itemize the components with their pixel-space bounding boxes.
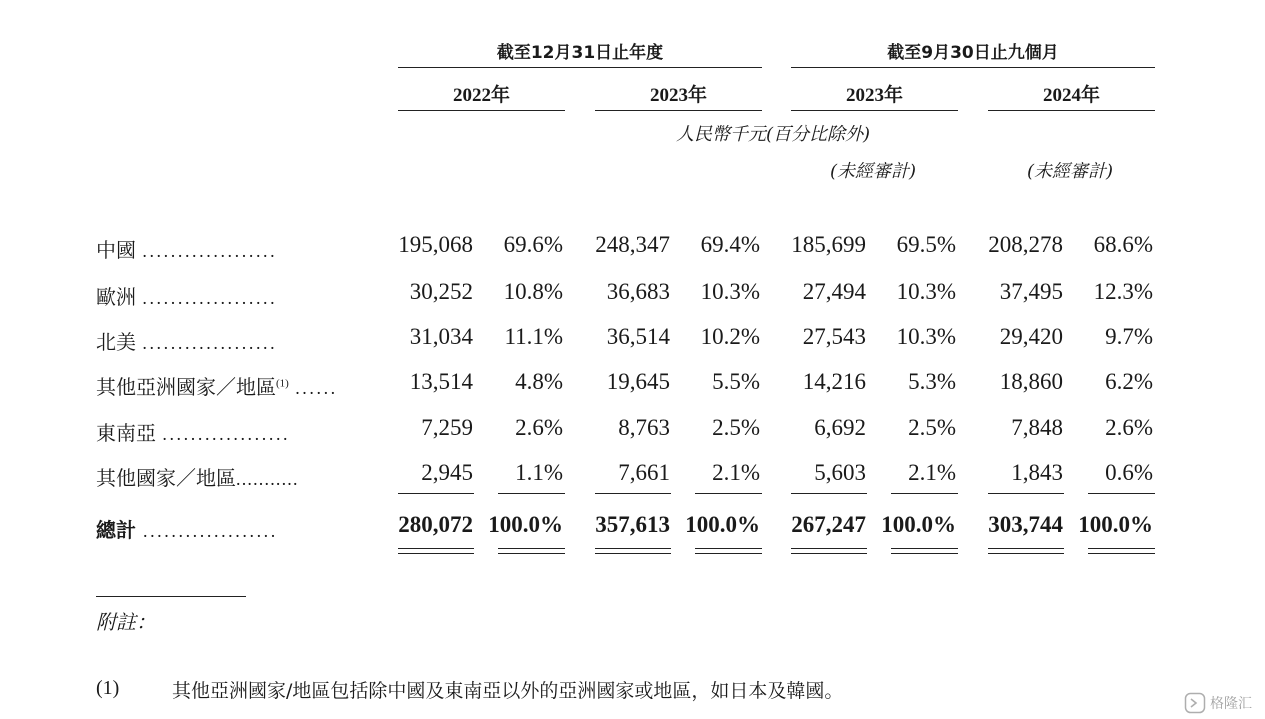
total-percent: 100.0% (488, 512, 563, 537)
cell-percent: 5.5% (712, 369, 760, 394)
cell-percent: 10.8% (503, 279, 563, 304)
cell-amount: 36,683 (606, 279, 670, 304)
leader-dots: ................... (142, 288, 278, 308)
watermark-icon (1184, 692, 1206, 714)
notes-separator (96, 596, 246, 597)
cell-percent: 5.3% (908, 369, 956, 394)
subtotal-rule (1088, 493, 1155, 494)
subtotal-rule (398, 493, 474, 494)
leader-dots: ................... (142, 241, 278, 261)
cell-amount: 31,034 (409, 324, 473, 349)
row-label: 中國 ................... (96, 238, 278, 262)
row-label: 東南亞 .................. (96, 421, 291, 445)
cell-percent: 2.6% (515, 415, 563, 440)
row-label: 其他亞洲國家／地區$^{(1)}$ ...... (96, 375, 338, 399)
total-amount: 267,247 (791, 512, 866, 537)
cell-amount: 208,278 (988, 232, 1063, 257)
cell-percent: 10.2% (700, 324, 760, 349)
cell-percent: 9.7% (1105, 324, 1153, 349)
header-group-rule (791, 67, 1155, 68)
year-header: 2022年 (452, 85, 510, 106)
cell-amount: 27,494 (802, 279, 866, 304)
total-amount: 303,744 (988, 512, 1063, 537)
watermark-text: 格隆汇 (1210, 696, 1252, 712)
cell-amount: 27,543 (802, 324, 866, 349)
cell-amount: 29,420 (999, 324, 1063, 349)
leader-dots: ........... (236, 469, 299, 489)
cell-percent: 10.3% (700, 279, 760, 304)
year-header-rule (595, 110, 762, 111)
cell-percent: 10.3% (896, 279, 956, 304)
cell-amount: 7,848 (1011, 415, 1063, 440)
cell-amount: 14,216 (802, 369, 866, 394)
cell-amount: 6,692 (814, 415, 866, 440)
cell-amount: 5,603 (814, 460, 866, 485)
cell-percent: 68.6% (1093, 232, 1153, 257)
cell-percent: 1.1% (515, 460, 563, 485)
total-percent: 100.0% (881, 512, 956, 537)
unaudited-note: (未經審計) (830, 161, 917, 182)
notes-title: 附註： (96, 610, 156, 634)
cell-amount: 30,252 (409, 279, 473, 304)
cell-percent: 4.8% (515, 369, 563, 394)
cell-amount: 18,860 (999, 369, 1063, 394)
watermark-logo (1184, 690, 1262, 716)
cell-percent: 2.5% (712, 415, 760, 440)
subtotal-rule (695, 493, 762, 494)
subtotal-rule (988, 493, 1064, 494)
cell-percent: 12.3% (1093, 279, 1153, 304)
cell-percent: 6.2% (1105, 369, 1153, 394)
cell-amount: 7,661 (618, 460, 670, 485)
header-group-rule (398, 67, 762, 68)
header-group-year-end: 截至12月31日止年度 (496, 43, 664, 63)
total-amount: 280,072 (398, 512, 473, 537)
year-header: 2023年 (845, 85, 903, 106)
cell-percent: 2.5% (908, 415, 956, 440)
subtotal-rule (498, 493, 565, 494)
subtotal-rule (791, 493, 867, 494)
note-text: 其他亞洲國家/地區包括除中國及東南亞以外的亞洲國家或地區，如日本及韓國。 (172, 680, 844, 702)
total-percent: 100.0% (685, 512, 760, 537)
cell-amount: 19,645 (606, 369, 670, 394)
cell-percent: 2.1% (712, 460, 760, 485)
unaudited-note: (未經審計) (1027, 161, 1114, 182)
leader-dots: .................. (162, 424, 291, 444)
cell-percent: 69.6% (503, 232, 563, 257)
subtotal-rule (595, 493, 671, 494)
cell-percent: 2.6% (1105, 415, 1153, 440)
footnote-marker: (1) (276, 377, 289, 390)
cell-percent: 2.1% (908, 460, 956, 485)
header-group-nine-months: 截至9月30日止九個月 (887, 43, 1059, 63)
note-marker: (1) (96, 677, 120, 699)
cell-amount: 37,495 (999, 279, 1063, 304)
cell-percent: 10.3% (896, 324, 956, 349)
row-label: 其他國家／地區........... (96, 466, 299, 490)
year-header-rule (791, 110, 958, 111)
cell-amount: 2,945 (421, 460, 473, 485)
cell-percent: 11.1% (504, 324, 563, 349)
cell-amount: 248,347 (595, 232, 670, 257)
cell-percent: 0.6% (1105, 460, 1153, 485)
cell-percent: 69.5% (896, 232, 956, 257)
cell-percent: 69.4% (700, 232, 760, 257)
leader-dots: ................... (142, 521, 278, 541)
year-header-rule (398, 110, 565, 111)
year-header: 2024年 (1042, 85, 1100, 106)
total-amount: 357,613 (595, 512, 670, 537)
cell-amount: 8,763 (618, 415, 670, 440)
cell-amount: 36,514 (606, 324, 670, 349)
subtotal-rule (891, 493, 958, 494)
row-label: 歐洲 ................... (96, 285, 278, 309)
cell-amount: 7,259 (421, 415, 473, 440)
cell-amount: 13,514 (409, 369, 473, 394)
year-header: 2023年 (649, 85, 707, 106)
row-label: 北美 ................... (96, 330, 278, 354)
leader-dots: ................... (142, 333, 278, 353)
cell-amount: 195,068 (398, 232, 473, 257)
total-percent: 100.0% (1078, 512, 1153, 537)
leader-dots: ...... (295, 378, 338, 398)
year-header-rule (988, 110, 1155, 111)
cell-amount: 185,699 (791, 232, 866, 257)
total-label: 總計 ................... (96, 518, 278, 542)
cell-amount: 1,843 (1011, 460, 1063, 485)
unit-note: 人民幣千元(百分比除外) (676, 124, 871, 145)
